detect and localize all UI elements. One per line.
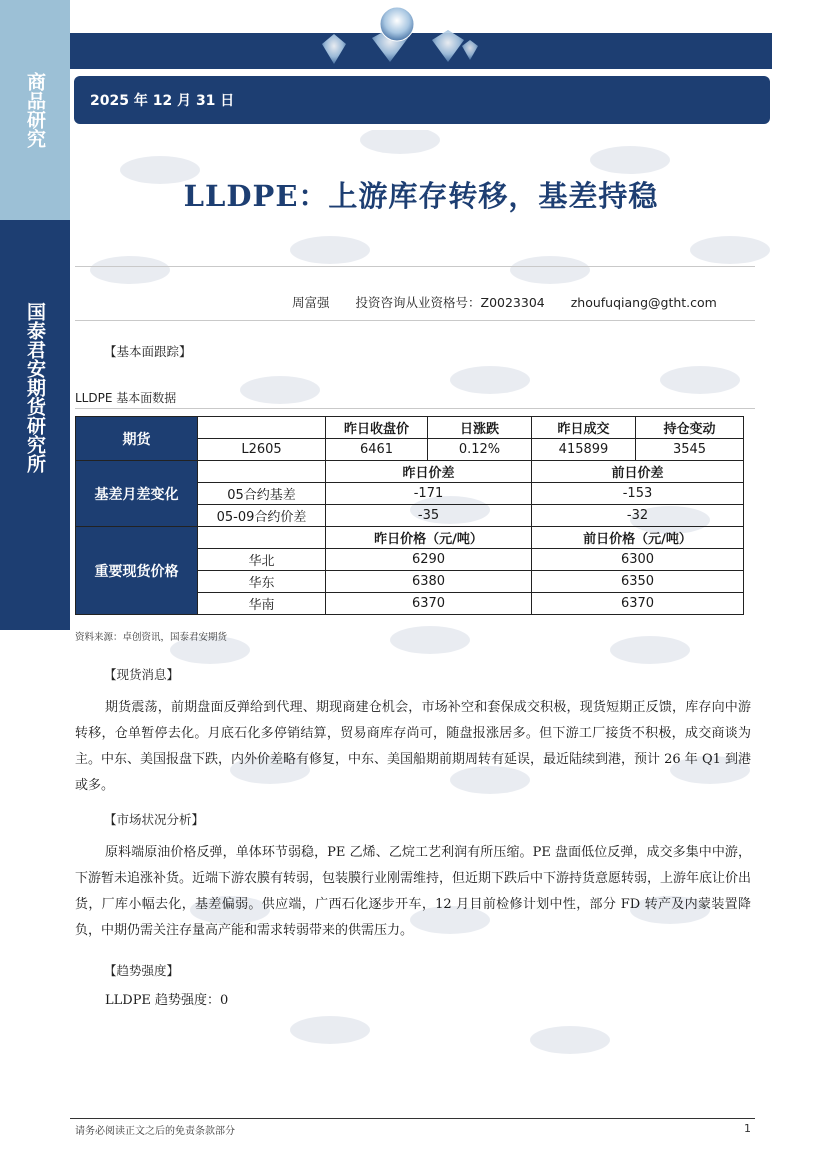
table-row: [76, 417, 744, 439]
spot-prev: 6380: [326, 571, 532, 593]
page-title: LLDPE：上游库存转移，基差持稳: [183, 179, 659, 213]
page-number: 1: [744, 1122, 751, 1135]
sidebar-section-panel: [0, 0, 70, 220]
header-volume: 昨日成交: [532, 417, 636, 439]
basis-row-name: 05-09合约价差: [198, 505, 326, 527]
futures-oi-change: 3545: [636, 439, 744, 461]
futures-contract: L2605: [198, 439, 326, 461]
header-spot-prev2: 前日价格（元/吨）: [532, 527, 744, 549]
futures-change: 0.12%: [428, 439, 532, 461]
spot-region: 华北: [198, 549, 326, 571]
header-oi-change: 持仓变动: [636, 417, 744, 439]
basis-row-prev: -35: [326, 505, 532, 527]
divider: [75, 408, 755, 409]
section-spot-news: 【现货消息】: [104, 667, 180, 682]
futures-close: 6461: [326, 439, 428, 461]
report-date: 2025 年 12 月 31 日: [90, 93, 235, 109]
spot-label: 重要现货价格: [76, 527, 198, 615]
author-line: [292, 293, 717, 311]
sidebar-section-label: 商品研究: [24, 72, 46, 148]
spot-prev2: 6350: [532, 571, 744, 593]
header-basis-prev: 昨日价差: [326, 461, 532, 483]
spot-news-paragraph: 期货震荡，前期盘面反弹给到代理、期现商建仓机会，市场补空和套保成交积极，现货短期正反馈，库存向中游转移，仓单暂停去化。月底石化多停销结算，贸易商库存尚可，随盘报涨居多。但下游工厂接货不积极，成交商谈为主。中东、美国报盘下跌，内外价差略有修复，中东、美国船期前期周转有延误，最近陆续到港，预计 26 年 Q1 到港或多。: [75, 700, 752, 793]
fundamentals-table: [75, 416, 744, 615]
basis-row-name: 05合约基差: [198, 483, 326, 505]
footer-divider: [70, 1118, 755, 1119]
section-market-analysis: 【市场状况分析】: [104, 812, 205, 827]
basis-row-prev2: -153: [532, 483, 744, 505]
table-title: LLDPE 基本面数据: [75, 391, 177, 405]
table-source: 资料来源：卓创资讯，国泰君安期货: [75, 632, 228, 643]
diamond-logo-icon: [312, 4, 482, 68]
spot-prev2: 6370: [532, 593, 744, 615]
basis-row-prev: -171: [326, 483, 532, 505]
date-bar: [74, 76, 770, 124]
section-fundamentals: 【基本面跟踪】: [104, 344, 192, 359]
author-email: zhoufuqiang@gtht.com: [570, 295, 717, 310]
table-row: [76, 527, 744, 549]
author-name: 周富强: [292, 295, 330, 310]
basis-label: 基差月差变化: [76, 461, 198, 527]
futures-label: 期货: [76, 417, 198, 461]
trend-text: LLDPE 趋势强度：0: [105, 993, 229, 1008]
sidebar-company-panel: [0, 220, 70, 630]
futures-volume: 415899: [532, 439, 636, 461]
spot-prev2: 6300: [532, 549, 744, 571]
spot-region: 华东: [198, 571, 326, 593]
author-cert: 投资咨询从业资格号：Z0023304: [355, 295, 545, 310]
divider: [75, 266, 755, 267]
header-change: 日涨跌: [428, 417, 532, 439]
spot-prev: 6290: [326, 549, 532, 571]
divider: [75, 320, 755, 321]
footer-disclaimer: 请务必阅读正文之后的免责条款部分: [75, 1126, 235, 1137]
spot-prev: 6370: [326, 593, 532, 615]
section-trend: 【趋势强度】: [104, 963, 180, 978]
market-analysis-paragraph: 原料端原油价格反弹，单体环节弱稳，PE 乙烯、乙烷工艺利润有所压缩。PE 盘面低位反弹，成交多集中中游，下游暂未追涨补货。近端下游农膜有转弱，包装膜行业刚需维持，但近期下跌后中下游持货意愿转弱，上游年底让价出货，厂库小幅去化，基差偏弱。供应端，广西石化逐步开车，12 月目前检修计划中性，部分 FD 转产及内蒙装置降负，中期仍需关注存量高产能和需求转弱带来的供需压力。: [75, 845, 752, 938]
basis-row-prev2: -32: [532, 505, 744, 527]
header-spot-prev: 昨日价格（元/吨）: [326, 527, 532, 549]
table-row: [76, 461, 744, 483]
spot-region: 华南: [198, 593, 326, 615]
sidebar-company-label: 国泰君安期货研究所: [24, 302, 46, 473]
header-basis-prev2: 前日价差: [532, 461, 744, 483]
header-close: 昨日收盘价: [326, 417, 428, 439]
